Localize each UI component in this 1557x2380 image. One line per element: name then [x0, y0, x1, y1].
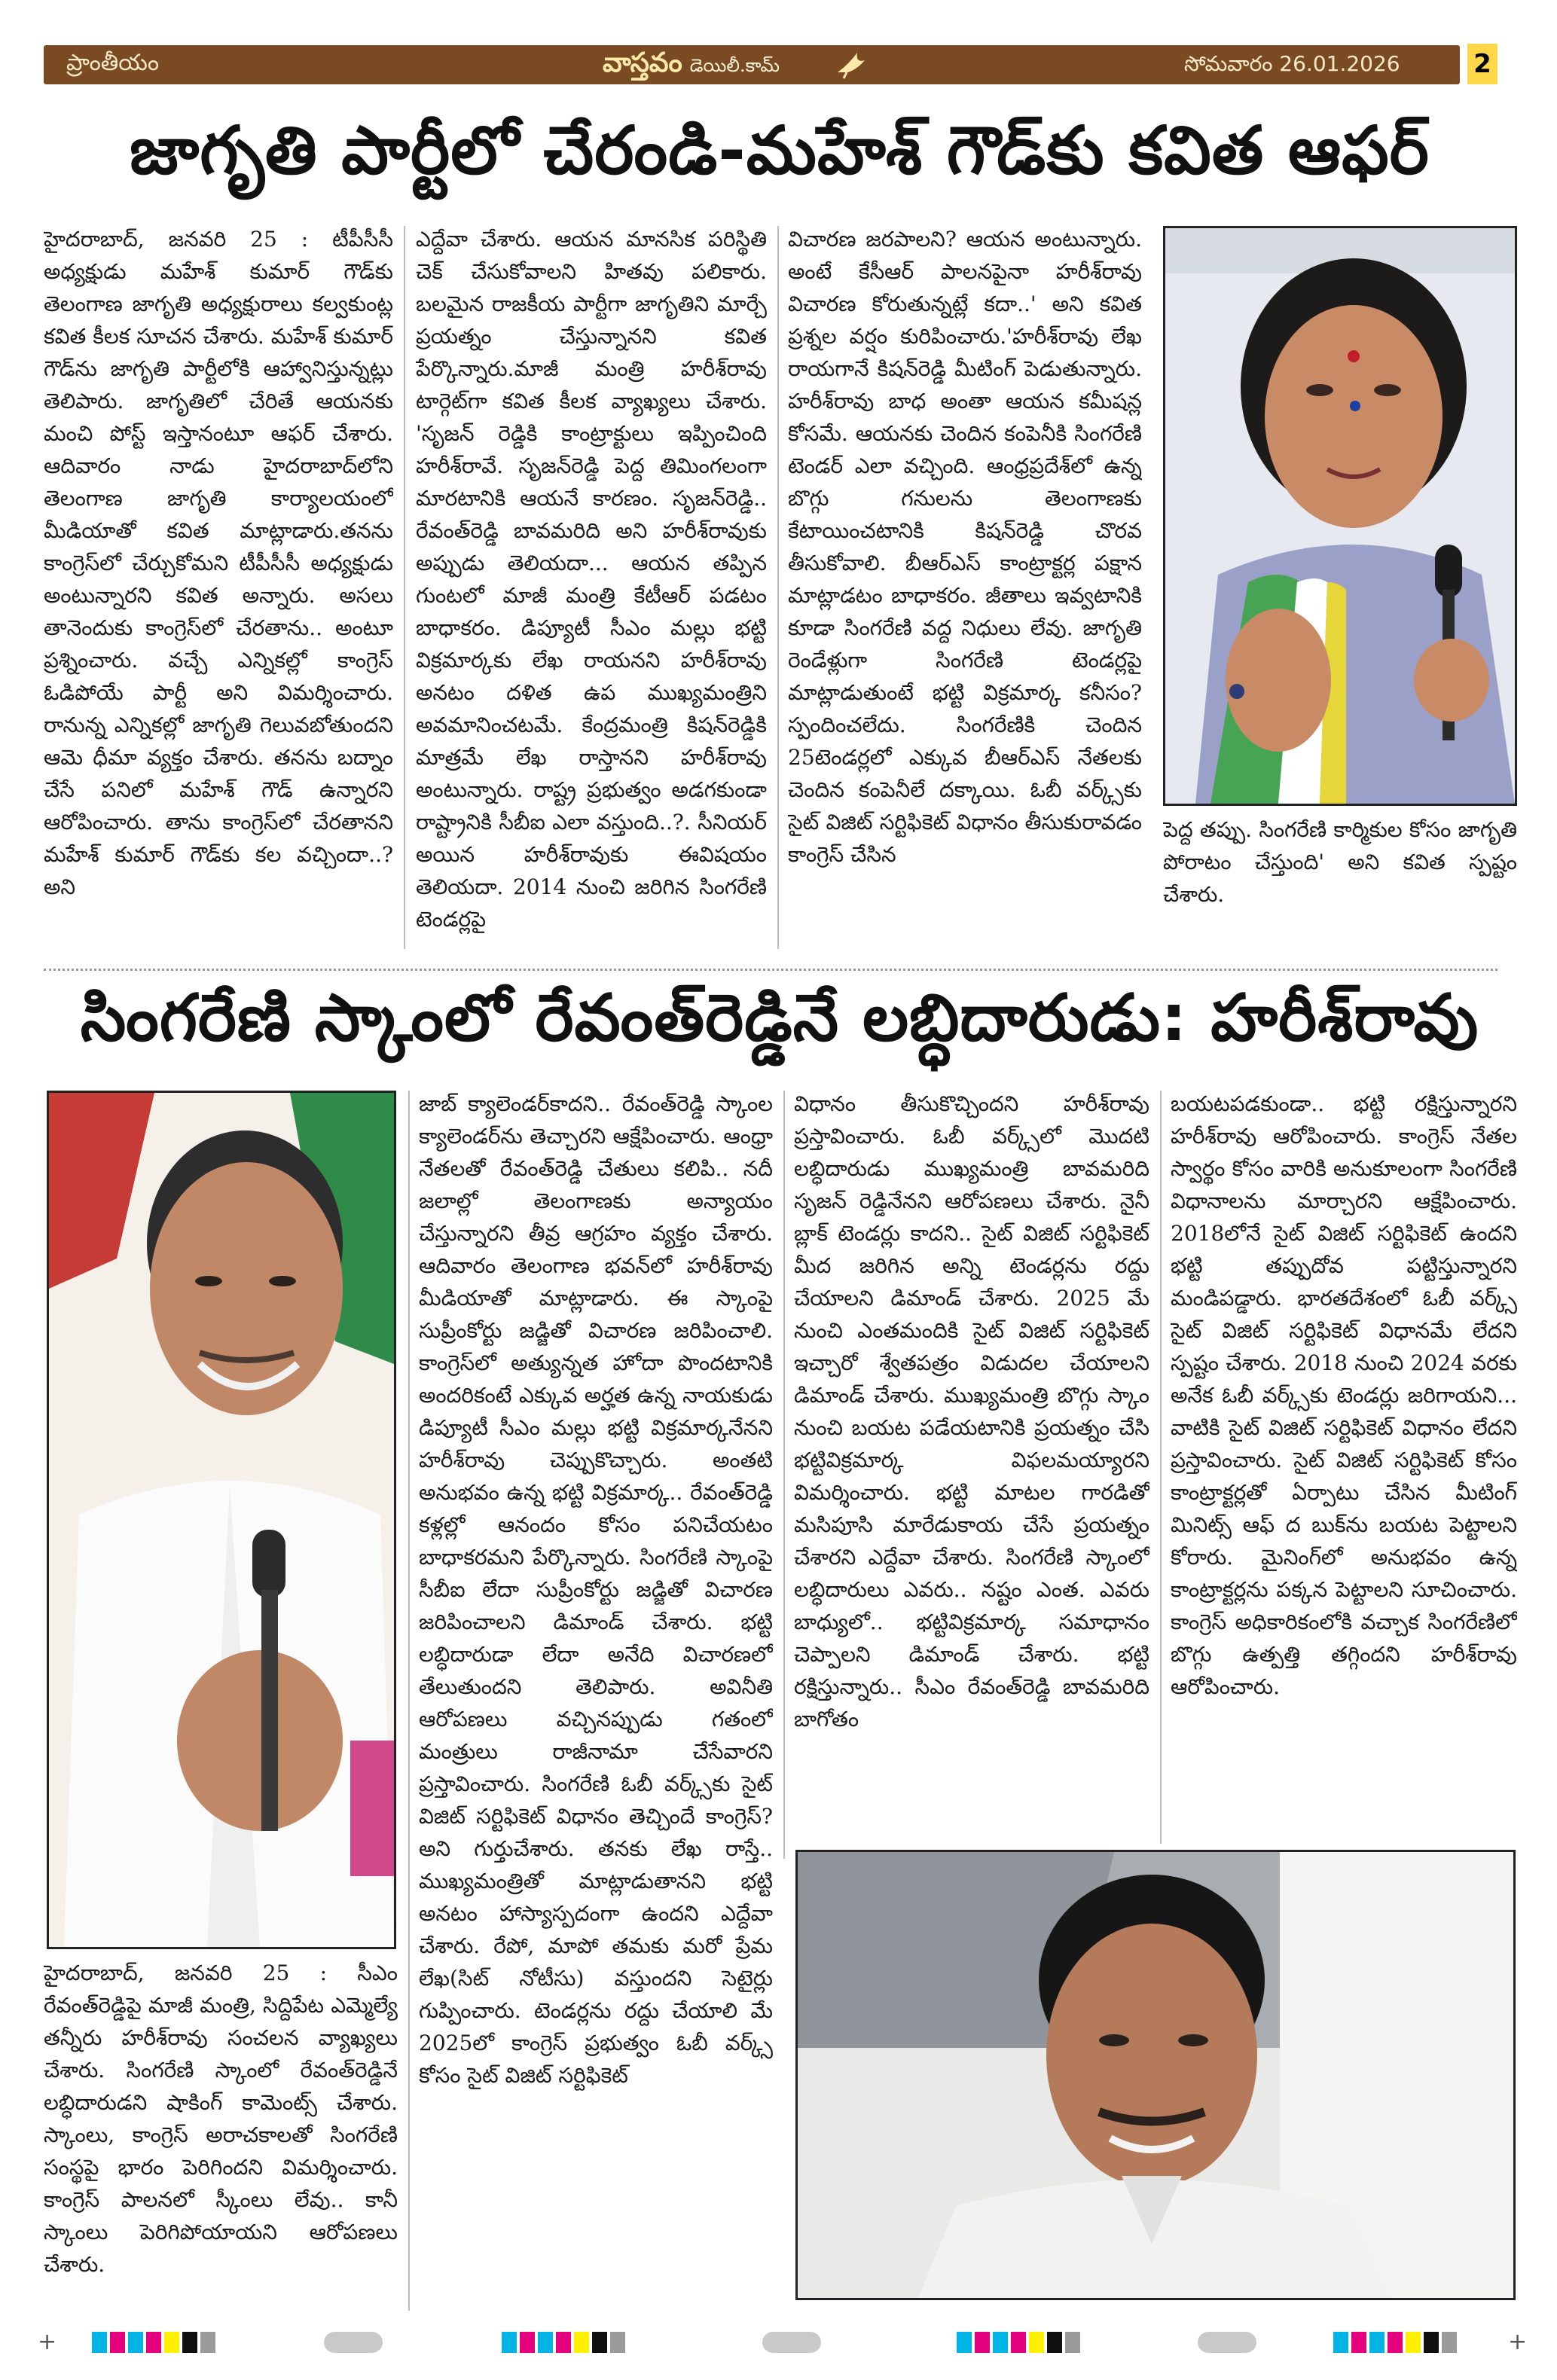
story2-headline: సింగరేణి స్కాంలో రేవంత్‌రెడ్డినే లబ్ధిదారుడు: హరీశ్‌రావు — [80, 981, 1479, 1056]
story2-column-2 — [419, 1088, 773, 2311]
section-label: ప్రాంతీయం — [66, 50, 160, 76]
registration-pill — [324, 2332, 383, 2353]
story1-column-1 — [44, 223, 393, 949]
story1-column-4-text: పెద్ద తప్పు. సింగరేణి కార్మికుల కోసం జాగృతి పోరాటం చేస్తుంది' అని కవిత స్పష్టం చేశారు. — [1163, 817, 1517, 907]
masthead-subtitle: డెయిలీ.కామ్ — [689, 55, 780, 76]
story2-column-3 — [794, 1088, 1149, 1856]
column-divider — [404, 226, 405, 949]
kavitha-photo-illustration — [1165, 228, 1515, 804]
story2-column-2-text: జాబ్ క్యాలెండర్‌కాదని.. రేవంత్‌రెడ్డి స్కాంల క్యాలెండర్‌ను తెచ్చారని ఆక్షేపించారు. ఆంధ్రా నేతలతో రేవంత్‌రెడ్డి చేతులు కలిపి.. నదీ జలాల్లో తెలంగాణకు అన్యాయం చేస్తున్నారని తీవ్ర ఆగ్రహం వ్యక్తం చేశారు. ఆదివారం తెలంగాణ భవన్‌లో హరీశ్‌రావు మీడియాతో మాట్లాడారు. ఈ స్కాంపై సుప్రీంకోర్టు జడ్జితో విచారణ జరిపించాలి. కాంగ్రెస్‌లో అత్యున్నత హోదా పొందటానికి అందరికంటే ఎక్కువ అర్హత ఉన్న నాయకుడు డిప్యూటీ సీఎం మల్లు భట్టి విక్రమార్కనేనని హరీశ్‌రావు చెప్పుకొచ్చారు. అంతటి అనుభవం ఉన్న భట్టి విక్రమార్క.. రేవంత్‌రెడ్డి కళ్లల్లో ఆనందం కోసం పనిచేయటం బాధాకరమని పేర్కొన్నారు. సింగరేణి స్కాంపై సీబీఐ లేదా సుప్రీంకోర్టు జడ్జితో విచారణ జరిపించాలని డిమాండ్ చేశారు. భట్టి లబ్ధిదారుడా లేదా అనేది విచారణలో తేలుతుందని తెలిపారు. అవినీతి ఆరోపణలు వచ్చినప్పుడు గతంలో మంత్రులు రాజీనామా చేసేవారని ప్రస్తావించారు. సింగరేణి ఓబీ వర్క్స్‌కు సైట్ విజిట్ సర్టిఫికెట్ విధానం తెచ్చిందే కాంగ్రెస్? అని గుర్తుచేశారు. తనకు లేఖ రాస్తే.. ముఖ్యమంత్రితో మాట్లాడుతానని భట్టి అనటం హాస్యాస్పదంగా ఉందని ఎద్దేవా చేశారు. రేపో, మాపో తమకు మరో ప్రేమ లేఖ(సిట్ నోటీసు) వస్తుందని సెటైర్లు గుప్పించారు. టెండర్లను రద్దు చేయాలి మే 2025లో కాంగ్రెస్ ప్రభుత్వం ఓబీ వర్క్స్ కోసం సైట్ విజిట్ సర్టిఫికెట్ — [419, 1091, 773, 2088]
page-number: 2 — [1467, 44, 1497, 84]
masthead-title: వాస్తవం — [603, 47, 682, 78]
story2-column-4 — [1171, 1088, 1517, 1841]
column-divider — [777, 226, 779, 949]
column-divider — [1160, 1091, 1162, 1844]
story1-column-2 — [416, 223, 767, 949]
masthead — [603, 47, 780, 85]
kavitha-photo — [1163, 226, 1517, 806]
story1-column-3-text: విచారణ జరపాలని? ఆయన అంటున్నారు. అంటే కేసీఆర్ పాలనపైనా హరీశ్‌రావు విచారణ కోరుతున్నట్లే కదా..' అని కవిత ప్రశ్నల వర్షం కురిపించారు.'హరీశ్‌రావు లేఖ రాయగానే కిషన్‌రెడ్డి మీటింగ్ పెడుతున్నారు. హరీశ్‌రావు బాధ అంతా ఆయన కమీషన్ల కోసమే. ఆయనకు చెందిన కంపెనీకి సింగరేణి టెండర్ ఎలా వచ్చింది. ఆంధ్రప్రదేశ్‌లో ఉన్న బొగ్గు గనులను తెలంగాణకు కేటాయించటానికి కిషన్‌రెడ్డి చొరవ తీసుకోవాలి. బీఆర్ఎస్ కాంట్రాక్టర్ల పక్షాన మాట్లాడటం బాధాకరం. జీతాలు ఇవ్వటానికి కూడా సింగరేణి వద్ద నిధులు లేవు. జాగృతి రెండేళ్లుగా సింగరేణి టెండర్లపై మాట్లాడుతుంటే భట్టి విక్రమార్క కనీసం? స్పందించలేదు. సింగరేణికి చెందిన 25టెండర్లలో ఎక్కువ బీఆర్ఎస్ నేతలకు చెందిన కంపెనీలే దక్కాయి. ఓబీ వర్క్స్‌కు సైట్ విజిట్ సర్టిఫికెట్ విధానం తీసుకురావడం కాంగ్రెస్ చేసిన — [788, 227, 1142, 867]
registration-pill — [1198, 2332, 1256, 2353]
registration-mark: + — [1508, 2329, 1528, 2355]
story2-column-4-text: బయటపడకుండా.. భట్టి రక్షిస్తున్నారని హరీశ్‌రావు ఆరోపించారు. కాంగ్రెస్ నేతల స్వార్థం కోసం వారికి అనుకూలంగా సింగరేణి విధానాలను మార్చారని ఆక్షేపించారు. 2018లోనే సైట్ విజిట్ సర్టిఫికెట్ ఉందని భట్టి తప్పుదోవ పట్టిస్తున్నారని మండిపడ్డారు. భారతదేశంలో ఓబీ వర్క్స్ సైట్ విజిట్ సర్టిఫికెట్ విధానమే లేదని స్పష్టం చేశారు. 2018 నుంచి 2024 వరకు అనేక ఓబీ వర్క్స్‌కు టెండర్లు జరిగాయని... వాటికి సైట్ విజిట్ సర్టిఫికెట్ విధానం లేదని ప్రస్తావించారు. సైట్ విజిట్ సర్టిఫికెట్ కోసం కాంట్రాక్టర్లతో ఏర్పాటు చేసిన మీటింగ్ మినిట్స్ ఆఫ్ ద బుక్‌ను బయట పెట్టాలని కోరారు. మైనింగ్‌లో అనుభవం ఉన్న కాంట్రాక్టర్లను పక్కన పెట్టాలని సూచించారు. కాంగ్రెస్ అధికారికంలోకి వచ్చాక సింగరేణిలో బొగ్గు ఉత్పత్తి తగ్గిందని హరీశ్‌రావు ఆరోపించారు. — [1171, 1091, 1517, 1699]
revanth-reddy-photo — [795, 1850, 1516, 2300]
story-separator — [44, 969, 1497, 971]
issue-date: సోమవారం 26.01.2026 — [1184, 51, 1400, 76]
bird-icon — [835, 50, 868, 80]
column-divider — [408, 1091, 410, 2311]
harish-rao-photo — [47, 1091, 396, 1949]
story2-column-1 — [44, 1957, 398, 2311]
harish-rao-photo-illustration — [49, 1093, 394, 1947]
column-divider — [783, 1091, 785, 1859]
registration-pill — [762, 2332, 821, 2353]
story2-column-1-text: హైదరాబాద్, జనవరి 25 : సీఎం రేవంత్‌రెడ్డిపై మాజీ మంత్రి, సిద్దిపేట ఎమ్మెల్యే తన్నీరు హరీశ్‌రావు సంచలన వ్యాఖ్యలు చేశారు. సింగరేణి స్కాంలో రేవంత్‌రెడ్డినే లబ్ధిదారుడని షాకింగ్ కామెంట్స్ చేశారు. స్కాంలు, కాంగ్రెస్ అరాచకాలతో సింగరేణి సంస్థపై భారం పెరిగిందని విమర్శించారు. కాంగ్రెస్ పాలనలో స్కీంలు లేవు.. కానీ స్కాంలు పెరిగిపోయాయని ఆరోపణలు చేశారు. — [44, 1960, 398, 2277]
story1-column-2-text: ఎద్దేవా చేశారు. ఆయన మానసిక పరిస్థితి చెక్ చేసుకోవాలని హితవు పలికారు. బలమైన రాజకీయ పార్టీగా జాగృతిని మార్చే ప్రయత్నం చేస్తున్నానని కవిత పేర్కొన్నారు.మాజీ మంత్రి హరీశ్‌రావు టార్గెట్‌గా కవిత కీలక వ్యాఖ్యలు చేశారు. 'సృజన్ రెడ్డికి కాంట్రాక్టులు ఇప్పించింది హరీశ్‌రావే. సృజన్‌రెడ్డి పెద్ద తిమింగలంగా మారటానికి ఆయనే కారణం. సృజన్‌రెడ్డి.. రేవంత్‌రెడ్డి బావమరిది అని హరీశ్‌రావుకు అప్పుడు తెలియదా... ఆయన తప్పిన గుంటలో మాజీ మంత్రి కేటీఆర్ పడటం బాధాకరం. డిప్యూటీ సీఎం మల్లు భట్టి విక్రమార్కకు లేఖ రాయనని హరీశ్‌రావు అనటం దళిత ఉప ముఖ్యమంత్రిని అవమానించటమే. కేంద్రమంత్రి కిషన్‌రెడ్డికి మాత్రమే లేఖ రాస్తానని హరీశ్‌రావు అంటున్నారు. రాష్ట్ర ప్రభుత్వం అడగకుండా రాష్ట్రానికి సీబీఐ ఎలా వస్తుంది..?. సీనియర్ అయిన హరీశ్‌రావుకు ఈవిషయం తెలియదా. 2014 నుంచి జరిగిన సింగరేణి టెండర్లపై — [416, 227, 767, 932]
story2-column-3-text: విధానం తీసుకొచ్చిందని హరీశ్‌రావు ప్రస్తావించారు. ఓబీ వర్క్స్‌లో మొదటి లబ్ధిదారుడు ముఖ్యమంత్రి బావమరిది సృజన్ రెడ్డినేనని ఆరోపణలు చేశారు. నైనీ బ్లాక్ టెండర్లు కాదని.. సైట్ విజిట్ సర్టిఫికెట్ మీద జరిగిన అన్ని టెండర్లను రద్దు చేయాలని డిమాండ్ చేశారు. 2025 మే నుంచి ఎంతమందికి సైట్ విజిట్ సర్టిఫికెట్ ఇచ్చారో శ్వేతపత్రం విడుదల చేయాలని డిమాండ్ చేశారు. ముఖ్యమంత్రి బొగ్గు స్కాం నుంచి బయట పడేయటానికి ప్రయత్నం చేసి భట్టివిక్రమార్క విఫలమయ్యారని విమర్శించారు. భట్టి మాటల గారడితో మసిపూసి మారేడుకాయ చేసే ప్రయత్నం చేశారని ఎద్దేవా చేశారు. సింగరేణి స్కాంలో లబ్ధిదారులు ఎవరు.. నష్టం ఎంత. ఎవరు బాధ్యులో.. భట్టివిక్రమార్క సమాధానం చెప్పాలని డిమాండ్ చేశారు. భట్టి రక్షిస్తున్నారు.. సీఎం రేవంత్‌రెడ్డి బావమరిది బాగోతం — [794, 1091, 1149, 1732]
revanth-reddy-photo-illustration — [798, 1852, 1513, 2298]
story1-column-1-text: హైదరాబాద్, జనవరి 25 : టీపీసీసీ అధ్యక్షుడు మహేశ్ కుమార్ గౌడ్‌కు తెలంగాణ జాగృతి అధ్యక్షురాలు కల్వకుంట్ల కవిత కీలక సూచన చేశారు. మహేశ్ కుమార్ గౌడ్‌ను జాగృతి పార్టీలోకి ఆహ్వానిస్తున్నట్లు తెలిపారు. జాగృతిలో చేరితే ఆయనకు మంచి పోస్ట్ ఇస్తానంటూ ఆఫర్ చేశారు. ఆదివారం నాడు హైదరాబాద్‌లోని తెలంగాణ జాగృతి కార్యాలయంలో మీడియాతో కవిత మాట్లాడారు.తనను కాంగ్రెస్‌లో చేర్చుకోమని టీపీసీసీ అధ్యక్షుడు అంటున్నారని కవిత అన్నారు. అసలు తానెందుకు కాంగ్రెస్‌లో చేరతాను.. అంటూ ప్రశ్నించారు. వచ్చే ఎన్నికల్లో కాంగ్రెస్ ఓడిపోయే పార్టీ అని విమర్శించారు. రానున్న ఎన్నికల్లో జాగృతి గెలువబోతుందని ఆమె ధీమా వ్యక్తం చేశారు. తనను బద్నాం చేసే పనిలో మహేశ్ గౌడ్ ఉన్నారని ఆరోపించారు. తాను కాంగ్రెస్‌లో చేరతానని మహేశ్ కుమార్ గౌడ్‌కు కల వచ్చిందా..? అని — [44, 227, 393, 899]
story1-headline: జాగృతి పార్టీలో చేరండి-మహేశ్ గౌడ్‌కు కవిత ఆఫర్ — [130, 111, 1430, 189]
story1-column-4 — [1163, 813, 1517, 919]
story1-column-3 — [788, 223, 1142, 949]
registration-mark: + — [38, 2329, 57, 2355]
